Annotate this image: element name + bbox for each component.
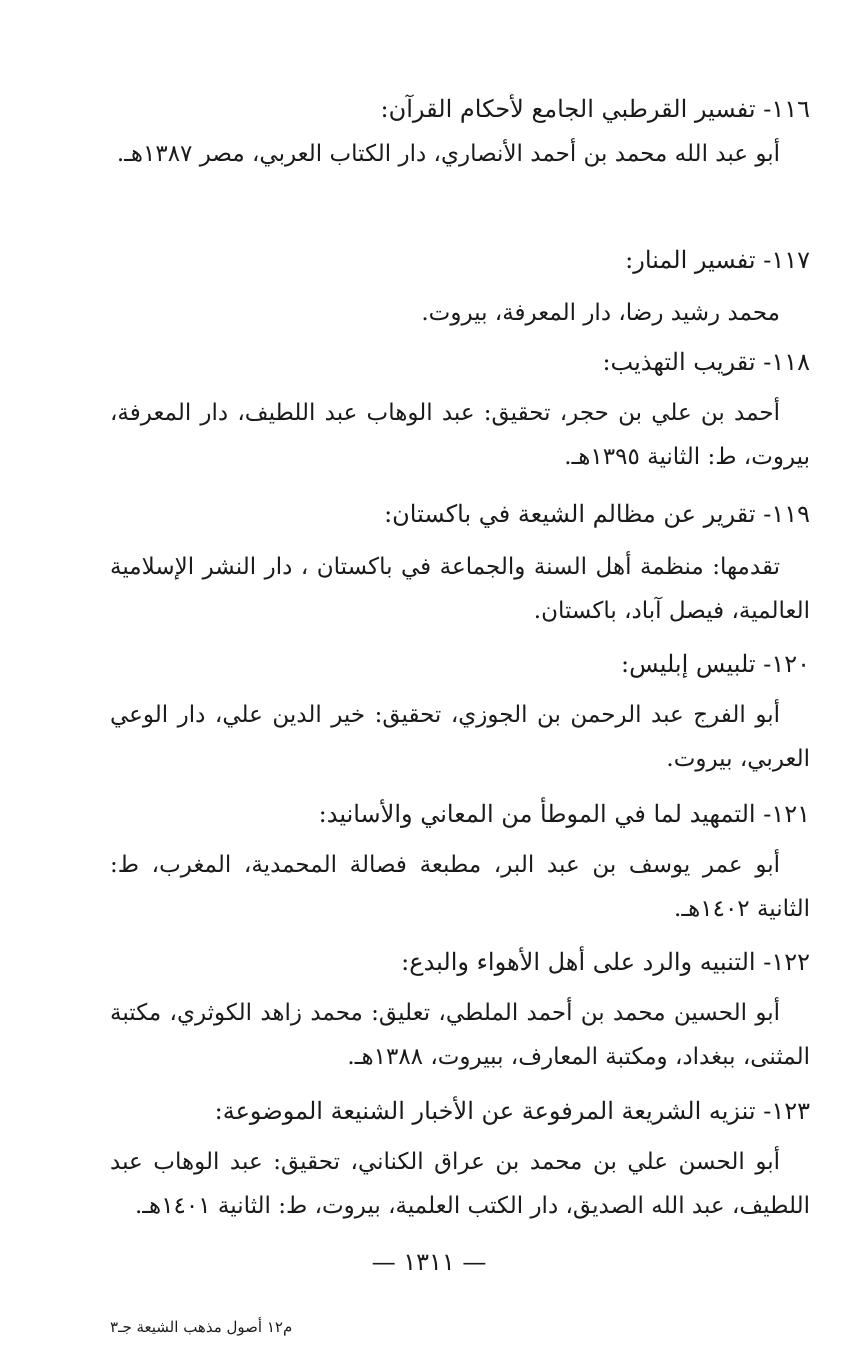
entry-body: أبو الحسن علي بن محمد بن عراق الكناني، تحقيق: عبد الوهاب عبد اللطيف، عبد الله الصديق، دار الكتب العلمية، بيروت، ط: الثانية ١٤٠١هـ. — [110, 1149, 810, 1219]
entry-body: أبو عمر يوسف بن عبد البر، مطبعة فصالة المحمدية، المغرب، ط: الثانية ١٤٠٢هـ. — [110, 852, 810, 922]
page-number: — ١٣١١ — — [371, 1248, 487, 1276]
entry-heading: ١٢٠- تلبيس إبليس: — [621, 650, 810, 678]
entry-body: محمد رشيد رضا، دار المعرفة، بيروت. — [421, 300, 780, 326]
entry-heading: ١١٩- تقرير عن مظالم الشيعة في باكستان: — [384, 500, 810, 528]
entry-121 — [110, 797, 810, 931]
footer-signature: م١٢ أصول مذهب الشيعة جـ٣ — [110, 1318, 293, 1336]
entry-117 — [110, 243, 810, 335]
entry-122 — [110, 945, 810, 1079]
entry-heading: ١٢١- التمهيد لما في الموطأ من المعاني والأسانيد: — [318, 800, 810, 828]
entry-heading: ١١٨- تقريب التهذيب: — [602, 348, 810, 376]
entry-body: أبو الحسين محمد بن أحمد الملطي، تعليق: محمد زاهد الكوثري، مكتبة المثنى، ببغداد، ومكتبة المعارف، ببيروت، ١٣٨٨هـ. — [110, 1000, 810, 1070]
entry-heading: ١١٧- تفسير المنار: — [625, 246, 810, 274]
entry-body: أبو الفرج عبد الرحمن بن الجوزي، تحقيق: خير الدين علي، دار الوعي العربي، بيروت. — [110, 702, 810, 772]
entry-heading: ١٢٣- تنزيه الشريعة المرفوعة عن الأخبار الشنيعة الموضوعة: — [214, 1097, 810, 1125]
entry-body: تقدمها: منظمة أهل السنة والجماعة في باكستان ، دار النشر الإسلامية العالمية، فيصل آباد، باكستان. — [110, 554, 810, 624]
entry-118 — [110, 345, 810, 479]
entry-body: أبو عبد الله محمد بن أحمد الأنصاري، دار الكتاب العربي، مصر ١٣٨٧هـ. — [116, 141, 780, 167]
entry-heading: ١١٦- تفسير القرطبي الجامع لأحكام القرآن: — [380, 95, 810, 123]
entry-heading: ١٢٢- التنبيه والرد على أهل الأهواء والبدع: — [401, 948, 810, 976]
entry-116 — [110, 92, 810, 176]
entry-body: أحمد بن علي بن حجر، تحقيق: عبد الوهاب عبد اللطيف، دار المعرفة، بيروت، ط: الثانية ١٣٩٥هـ. — [110, 400, 810, 470]
entry-123 — [110, 1094, 810, 1228]
entry-120 — [110, 647, 810, 781]
entry-119 — [110, 497, 810, 633]
